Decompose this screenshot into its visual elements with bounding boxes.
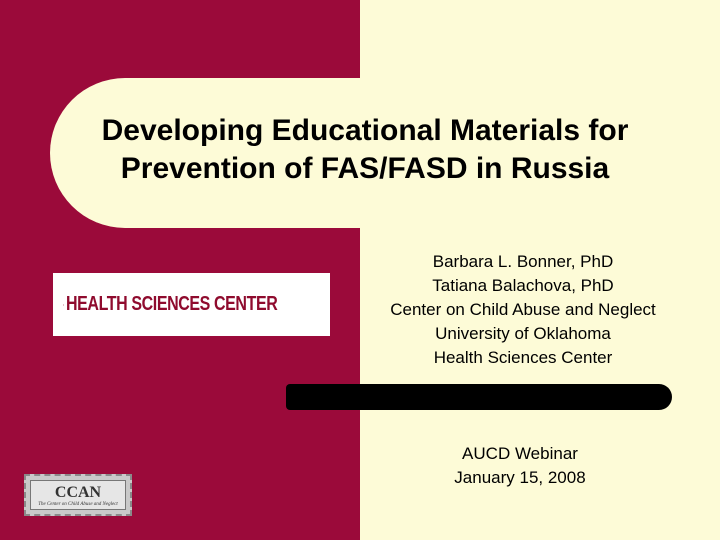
ccan-logo-name: CCAN <box>54 484 102 501</box>
affiliation-line: Center on Child Abuse and Neglect <box>390 300 656 319</box>
ccan-logo <box>24 474 132 516</box>
author-line: Barbara L. Bonner, PhD <box>432 252 614 271</box>
title-line-1: Developing Educational Materials for <box>101 114 629 147</box>
event-block <box>410 442 630 490</box>
author-block <box>358 250 688 370</box>
ouhsc-logo <box>53 273 330 336</box>
affiliation-line: University of Oklahoma <box>435 324 611 343</box>
title-line-2: Prevention of FAS/FASD in Russia <box>120 152 610 185</box>
author-line: Tatiana Balachova, PhD <box>432 276 614 295</box>
affiliation-line: Health Sciences Center <box>433 348 613 367</box>
ouhsc-logo-text: HEALTH SCIENCES CENTER <box>65 293 278 315</box>
event-name: AUCD Webinar <box>462 444 578 463</box>
ccan-logo-plate <box>30 480 126 510</box>
ou-monogram-icon <box>63 281 64 329</box>
divider-bar <box>286 384 672 410</box>
slide-title <box>50 112 680 188</box>
ccan-logo-tagline: The Center on Child Abuse and Neglect <box>38 502 118 507</box>
event-date: January 15, 2008 <box>454 468 586 487</box>
